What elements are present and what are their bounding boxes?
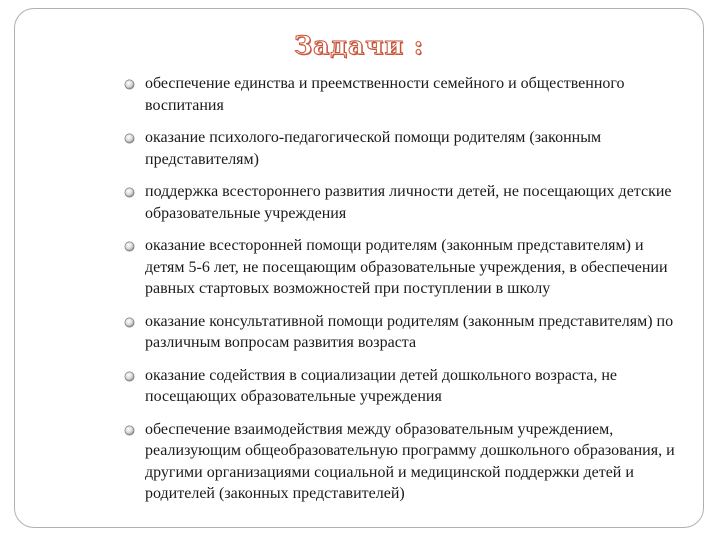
list-item [15, 365, 703, 408]
list-item [15, 127, 703, 170]
list-item [15, 73, 703, 116]
list-item-text: обеспечение взаимодействия между образовательным учреждением, реализующим общеобразовательную программу дошкольного образования, и другими организациями социальной и медицинской поддержки детей и родителей (законных представителей) [145, 420, 675, 502]
circle-bullet-icon [124, 133, 135, 144]
slide-title: Задачи : [294, 31, 424, 60]
list-item [15, 181, 703, 224]
list-item [15, 235, 703, 300]
circle-bullet-icon [124, 371, 135, 382]
circle-bullet-icon [124, 425, 135, 436]
circle-bullet-icon [124, 187, 135, 198]
circle-bullet-icon [124, 79, 135, 90]
list-item-text: оказание психолого-педагогической помощи родителям (законным представителям) [145, 129, 602, 168]
tasks-list [15, 73, 703, 516]
list-item [15, 311, 703, 354]
list-item [15, 419, 703, 505]
circle-bullet-icon [124, 317, 135, 328]
list-item-text: обеспечение единства и преемственности семейного и общественного воспитания [145, 75, 625, 114]
list-item-text: оказание консультативной помощи родителям (законным представителям) по различным вопросам развития возраста [145, 312, 674, 351]
slide-frame [14, 8, 704, 528]
list-item-text: оказание всесторонней помощи родителям (законным представителям) и детям 5-6 лет, не посещающим образовательные учреждения, в обеспечении равных стартовых возможностей при поступлении в школу [145, 237, 668, 297]
list-item-text: оказание содействия в социализации детей дошкольного возраста, не посещающих образовательные учреждения [145, 366, 618, 405]
circle-bullet-icon [124, 241, 135, 252]
list-item-text: поддержка всестороннего развития личности детей, не посещающих детские образовательные учреждения [145, 183, 672, 222]
